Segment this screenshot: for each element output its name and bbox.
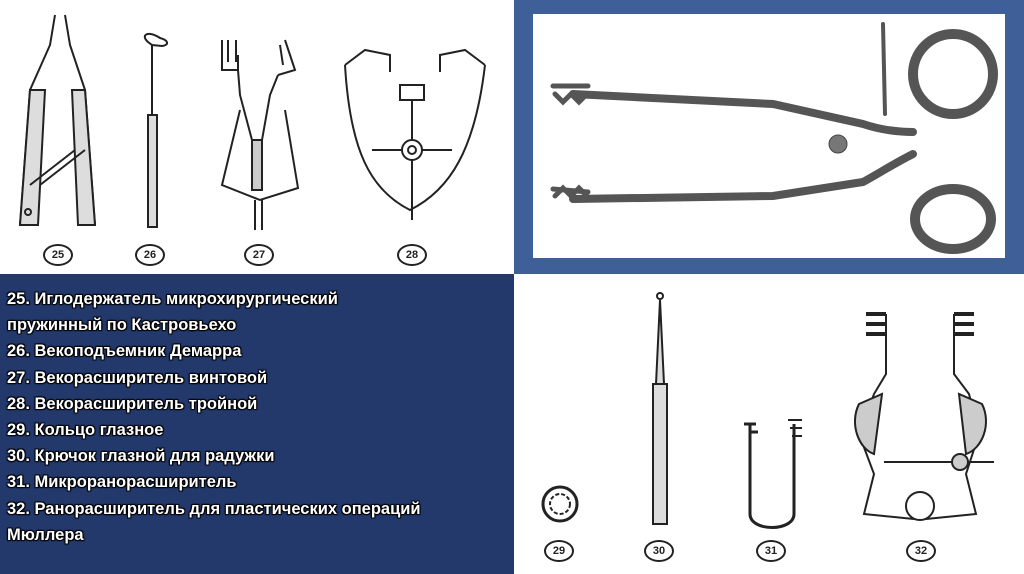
iris-hook-30-illustration (653, 293, 667, 524)
instruments-29-32-drawing (514, 274, 1024, 574)
legend-line: 32. Ранорасширитель для пластических операций (7, 499, 421, 518)
figure-number-32: 32 (906, 540, 936, 562)
retractor-photo (533, 14, 1005, 258)
bottom-right-illustrations (514, 274, 1024, 574)
instruments-25-28-drawing (0, 0, 514, 274)
micro-retractor-31-illustration (744, 420, 802, 528)
legend-line: 27. Векорасширитель винтовой (7, 368, 268, 387)
top-left-illustrations (0, 0, 514, 274)
eye-ring-29-illustration (543, 487, 577, 521)
instrument-legend (7, 286, 512, 548)
triple-speculum-28-illustration (345, 50, 485, 220)
figure-number-27: 27 (244, 244, 274, 266)
legend-line: 31. Микроранорасширитель (7, 473, 237, 492)
screw-speculum-27-illustration (222, 40, 298, 230)
needle-holder-25-illustration (20, 15, 95, 225)
figure-number-30: 30 (644, 540, 674, 562)
legend-line: 29. Кольцо глазное (7, 421, 164, 440)
figure-number-25: 25 (43, 244, 73, 266)
legend-line: 25. Иглодержатель микрохирургический (7, 290, 338, 308)
figure-number-26: 26 (135, 244, 165, 266)
legend-line: 30. Крючок глазной для радужки (7, 447, 275, 466)
mueller-retractor-32-illustration (855, 314, 994, 520)
legend-line: 28. Векорасширитель тройной (7, 394, 258, 413)
legend-line: Мюллера (7, 525, 84, 544)
figure-number-29: 29 (544, 540, 574, 562)
figure-number-28: 28 (397, 244, 427, 266)
legend-line: 26. Векоподъемник Демарра (7, 342, 242, 361)
legend-line: пружинный по Кастровьехо (7, 316, 237, 335)
figure-number-31: 31 (756, 540, 786, 562)
retractor-photo-drawing (533, 14, 1005, 258)
lid-elevator-26-illustration (145, 34, 167, 227)
